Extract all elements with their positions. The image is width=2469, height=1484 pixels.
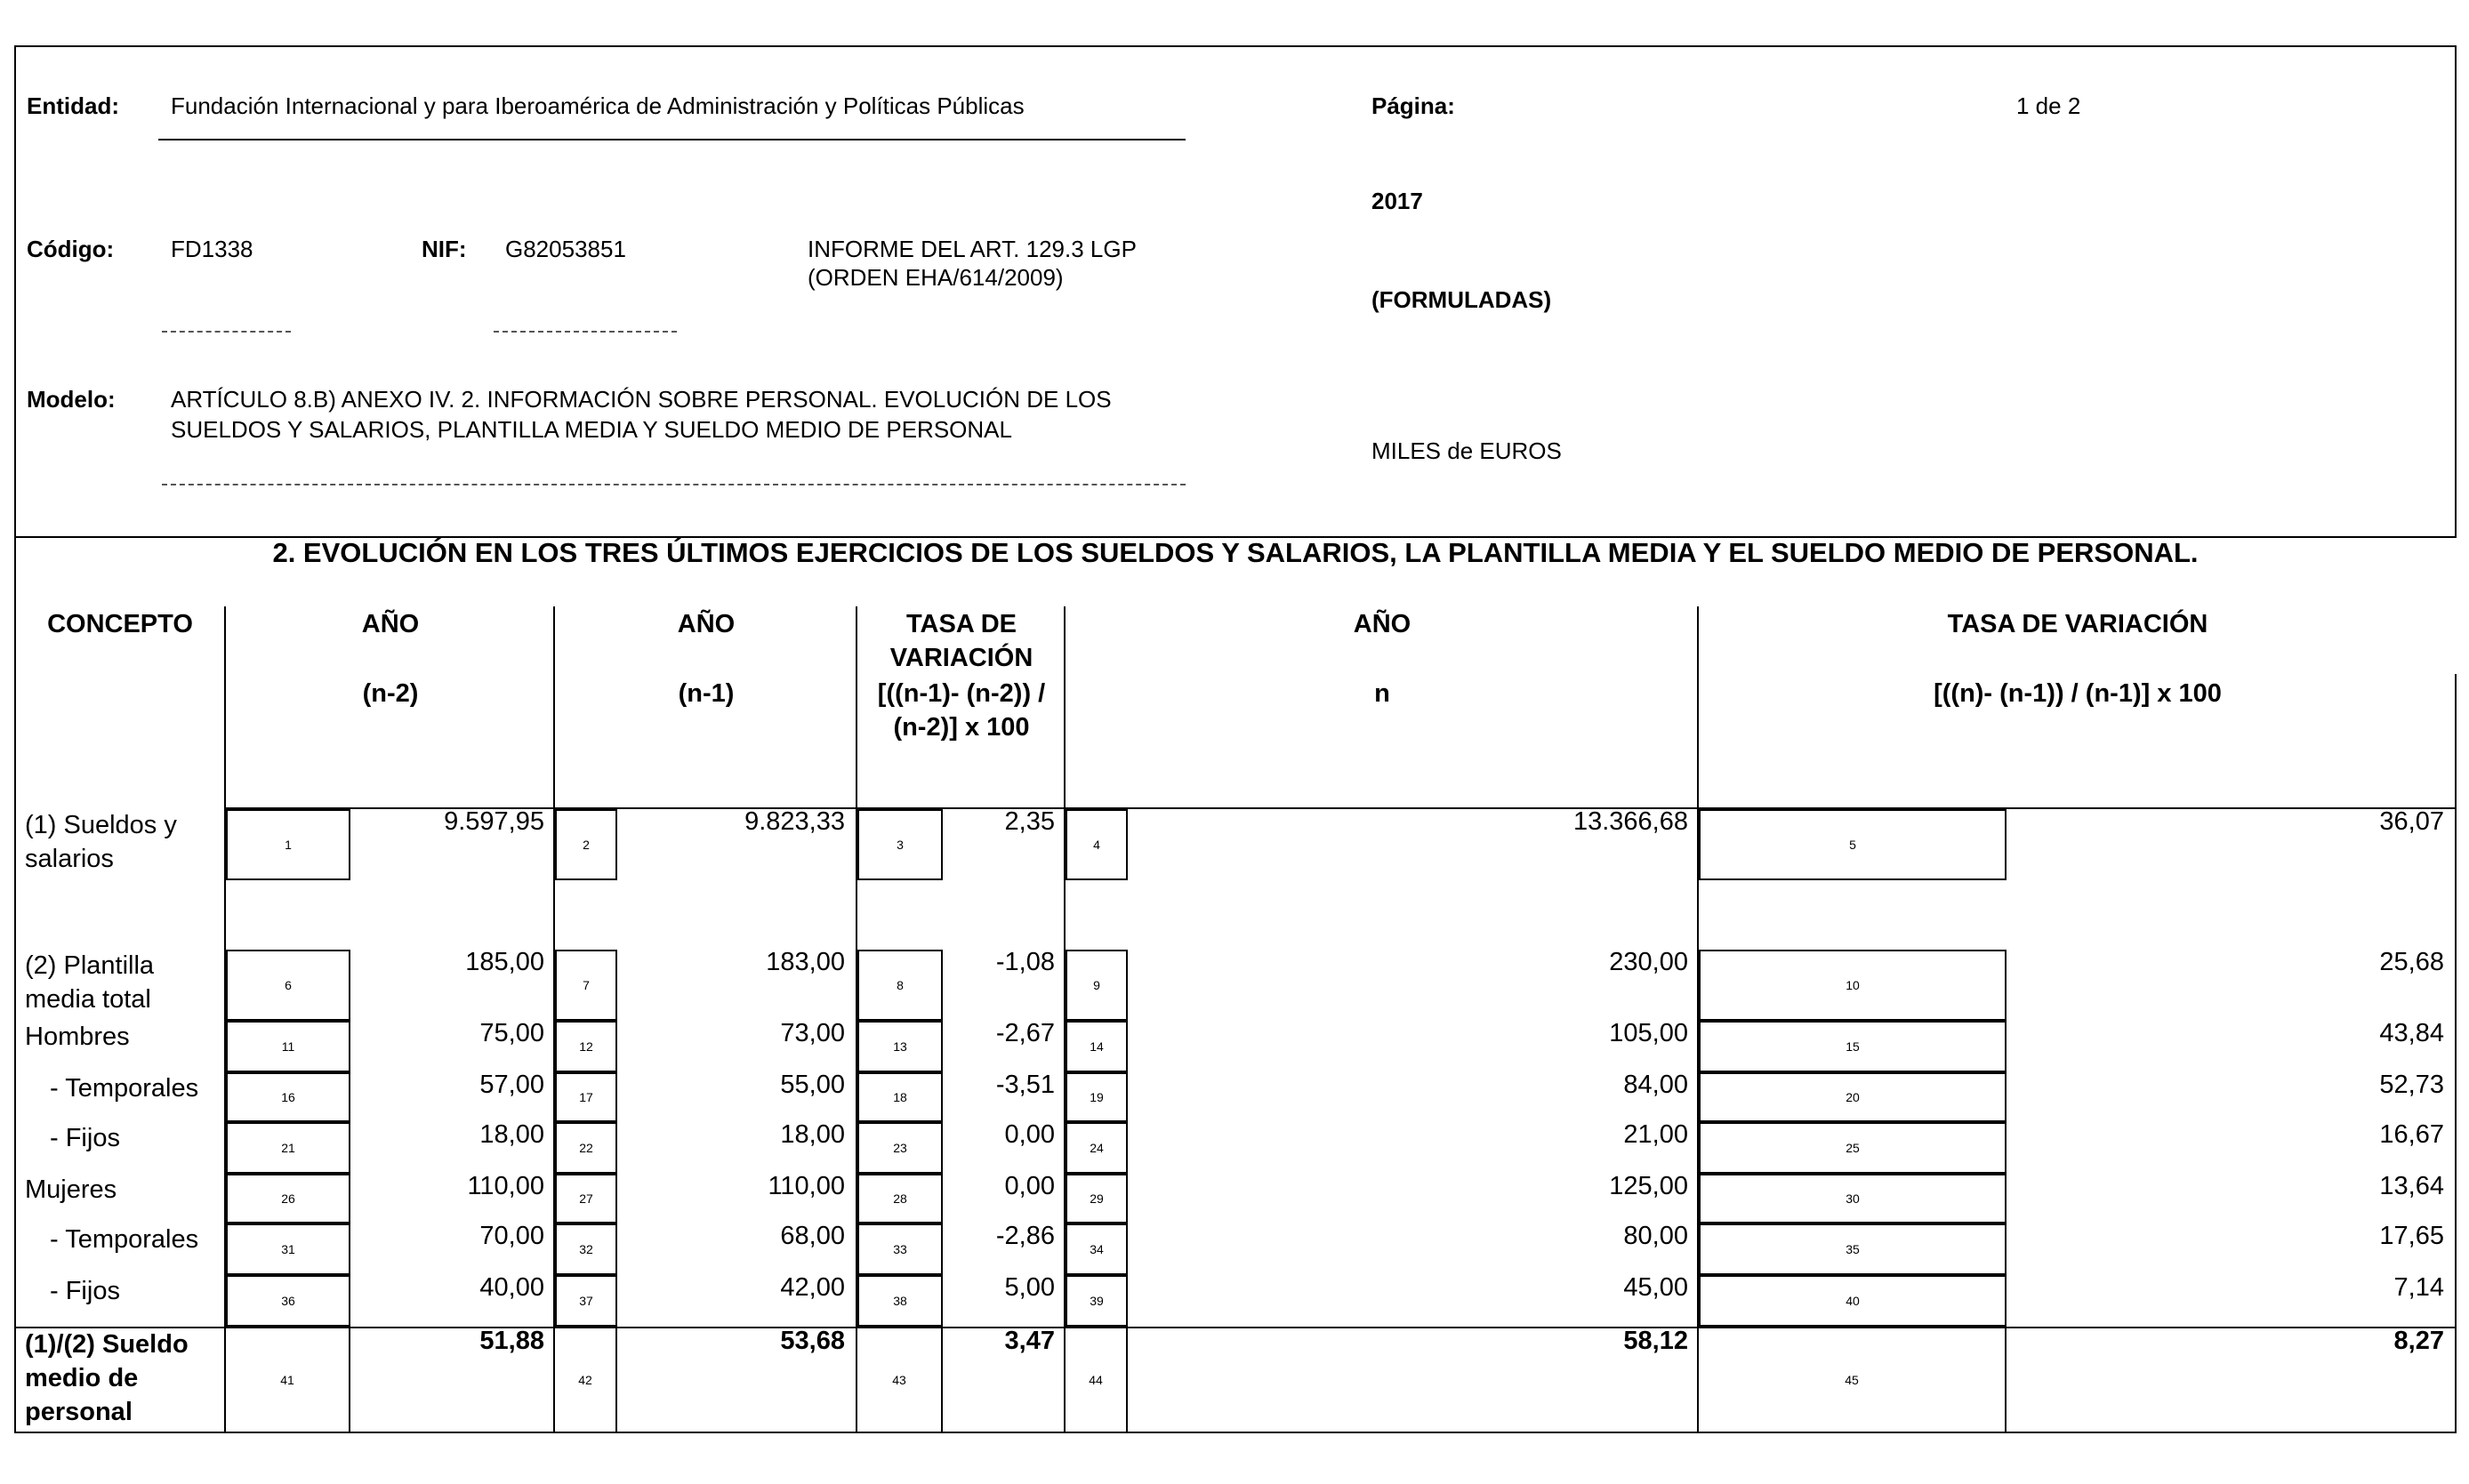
code-cell: 45 (1699, 1328, 2007, 1432)
value-cell: 21,00 (1623, 1120, 1688, 1149)
col-anio-n1-label: AÑO (677, 610, 736, 638)
nif-value: G82053851 (505, 236, 626, 262)
code-cell: 41 (226, 1328, 350, 1432)
code-cell: 34 (1066, 1223, 1128, 1275)
value-cell: -2,86 (995, 1222, 1055, 1250)
value-cell: 9.597,95 (444, 807, 544, 836)
col-tasa2-sub: [((n)- (n-1)) / (n-1)] x 100 (1934, 679, 2222, 708)
code-cell: 9 (1066, 950, 1128, 1021)
code-cell: 6 (226, 950, 350, 1021)
value-cell: 0,00 (1004, 1120, 1055, 1149)
formuladas: (FORMULADAS) (1371, 286, 1552, 313)
entidad-label: Entidad: (27, 92, 119, 119)
code-cell: 27 (555, 1174, 617, 1223)
value-cell: 5,00 (1004, 1273, 1055, 1302)
code-cell: 23 (857, 1122, 943, 1174)
code-cell: 16 (226, 1072, 350, 1122)
col-anio-n1-sub: (n-1) (678, 679, 735, 708)
value-cell: 110,00 (768, 1172, 845, 1200)
code-cell: 21 (226, 1122, 350, 1174)
code-cell: 24 (1066, 1122, 1128, 1174)
code-cell: 15 (1699, 1021, 2007, 1072)
value-cell: 25,68 (2379, 948, 2444, 976)
code-cell: 38 (857, 1275, 943, 1327)
value-cell: 51,88 (479, 1327, 544, 1355)
code-cell: 4 (1066, 809, 1128, 880)
code-cell: 42 (555, 1328, 617, 1432)
code-cell: 39 (1066, 1275, 1128, 1327)
col-tasa1-line1: TASA DE (905, 610, 1017, 638)
modelo-underline (162, 484, 1186, 485)
value-cell: 8,27 (2393, 1327, 2444, 1355)
value-cell: 183,00 (766, 948, 845, 976)
row-label: Hombres (25, 1023, 130, 1051)
value-cell: 80,00 (1623, 1222, 1688, 1250)
col-tasa1-line3: [((n-1)- (n-2)) / (877, 679, 1046, 708)
code-cell: 5 (1699, 809, 2007, 880)
code-cell: 19 (1066, 1072, 1128, 1122)
row-label: - Temporales (50, 1074, 199, 1103)
value-cell: 58,12 (1623, 1327, 1688, 1355)
code-cell: 18 (857, 1072, 943, 1122)
code-cell: 1 (226, 809, 350, 880)
code-cell: 36 (226, 1275, 350, 1327)
value-cell: 40,00 (479, 1273, 544, 1302)
nif-underline (494, 331, 677, 333)
row-label: Mujeres (25, 1175, 117, 1204)
value-cell: 3,47 (1004, 1327, 1055, 1355)
value-cell: 70,00 (479, 1222, 544, 1250)
code-cell: 37 (555, 1275, 617, 1327)
entidad-underline (158, 139, 1186, 140)
unidad: MILES de EUROS (1371, 437, 1562, 464)
entidad-value: Fundación Internacional y para Iberoamérica de Administración y Políticas Públicas (171, 92, 1025, 119)
code-cell: 25 (1699, 1122, 2007, 1174)
code-cell: 35 (1699, 1223, 2007, 1275)
value-cell: 52,73 (2379, 1071, 2444, 1099)
code-cell: 11 (226, 1021, 350, 1072)
code-cell: 33 (857, 1223, 943, 1275)
row-label: salarios (25, 845, 114, 873)
col-anio-n2-sub: (n-2) (362, 679, 419, 708)
value-cell: 185,00 (465, 948, 544, 976)
col-tasa2-label: TASA DE VARIACIÓN (1947, 610, 2208, 638)
value-cell: 2,35 (1004, 807, 1055, 836)
value-cell: 125,00 (1609, 1172, 1688, 1200)
row-label: (1) Sueldos y (25, 811, 177, 839)
code-cell: 44 (1066, 1328, 1128, 1432)
value-cell: -2,67 (995, 1019, 1055, 1047)
code-cell: 28 (857, 1174, 943, 1223)
row-label: - Fijos (50, 1277, 120, 1305)
code-cell: 17 (555, 1072, 617, 1122)
code-cell: 7 (555, 950, 617, 1021)
col-anio-n-label: AÑO (1353, 610, 1411, 638)
value-cell: 13,64 (2379, 1172, 2444, 1200)
code-cell: 10 (1699, 950, 2007, 1021)
value-cell: 230,00 (1609, 948, 1688, 976)
code-cell: 40 (1699, 1275, 2007, 1327)
modelo-line2: SUELDOS Y SALARIOS, PLANTILLA MEDIA Y SUELDO MEDIO DE PERSONAL (171, 416, 1012, 443)
value-cell: 18,00 (479, 1120, 544, 1149)
code-cell: 32 (555, 1223, 617, 1275)
value-cell: 75,00 (479, 1019, 544, 1047)
value-cell: 57,00 (479, 1071, 544, 1099)
codigo-value: FD1338 (171, 236, 253, 262)
value-cell: 13.366,68 (1572, 807, 1688, 836)
modelo-label: Modelo: (27, 386, 116, 413)
row-label: (2) Plantilla (25, 951, 155, 980)
value-cell: 73,00 (780, 1019, 845, 1047)
total-top-line (14, 1327, 2457, 1328)
code-cell: 12 (555, 1021, 617, 1072)
value-cell: 53,68 (780, 1327, 845, 1355)
code-cell: 30 (1699, 1174, 2007, 1223)
code-cell: 13 (857, 1021, 943, 1072)
value-cell: 43,84 (2379, 1019, 2444, 1047)
value-cell: -1,08 (995, 948, 1055, 976)
year: 2017 (1371, 188, 1423, 214)
value-cell: 7,14 (2393, 1273, 2444, 1302)
section-title: 2. EVOLUCIÓN EN LOS TRES ÚLTIMOS EJERCICIOS DE LOS SUELDOS Y SALARIOS, LA PLANTILLA MEDIA Y EL SUELDO MEDIO DE PERSONAL. (272, 537, 2199, 568)
pagina-label: Página: (1371, 92, 1455, 119)
col-anio-n2-label: AÑO (361, 610, 420, 638)
pagina-value: 1 de 2 (2016, 92, 2081, 119)
code-cell: 43 (857, 1328, 943, 1432)
value-cell: 45,00 (1623, 1273, 1688, 1302)
code-cell: 14 (1066, 1021, 1128, 1072)
table-bottom-line (14, 1432, 2457, 1433)
code-cell: 2 (555, 809, 617, 880)
code-cell: 26 (226, 1174, 350, 1223)
row-label: - Fijos (50, 1124, 120, 1152)
col-tasa1-line2: VARIACIÓN (889, 644, 1033, 672)
value-cell: 55,00 (780, 1071, 845, 1099)
codigo-underline (162, 331, 291, 333)
table-left-border (14, 537, 16, 1433)
code-cell: 3 (857, 809, 943, 880)
row-label: personal (25, 1398, 133, 1426)
value-cell: 18,00 (780, 1120, 845, 1149)
row-label: media total (25, 985, 151, 1014)
nif-label: NIF: (422, 236, 467, 262)
informe-line1: INFORME DEL ART. 129.3 LGP (808, 236, 1137, 262)
code-cell: 22 (555, 1122, 617, 1174)
col-tasa1-line4: (n-2)] x 100 (893, 713, 1030, 742)
code-cell: 29 (1066, 1174, 1128, 1223)
value-cell: 0,00 (1004, 1172, 1055, 1200)
code-cell: 20 (1699, 1072, 2007, 1122)
row-label: medio de (25, 1364, 139, 1392)
value-cell: 16,67 (2379, 1120, 2444, 1149)
code-cell: 8 (857, 950, 943, 1021)
value-cell: 110,00 (467, 1172, 544, 1200)
value-cell: 36,07 (2379, 807, 2444, 836)
codigo-label: Código: (27, 236, 115, 262)
value-cell: 84,00 (1623, 1071, 1688, 1099)
value-cell: 68,00 (780, 1222, 845, 1250)
row-label: (1)/(2) Sueldo (25, 1330, 189, 1359)
value-cell: 17,65 (2379, 1222, 2444, 1250)
value-cell: 105,00 (1609, 1019, 1688, 1047)
value-cell: 9.823,33 (744, 807, 845, 836)
code-cell: 31 (226, 1223, 350, 1275)
modelo-line1: ARTÍCULO 8.B) ANEXO IV. 2. INFORMACIÓN SOBRE PERSONAL. EVOLUCIÓN DE LOS (171, 386, 1112, 413)
value-cell: -3,51 (995, 1071, 1055, 1099)
col-concepto: CONCEPTO (47, 610, 193, 638)
informe-line2: (ORDEN EHA/614/2009) (808, 264, 1064, 291)
table-right-border (2455, 674, 2457, 1433)
col-anio-n-sub: n (1374, 679, 1390, 708)
row-label: - Temporales (50, 1225, 199, 1254)
value-cell: 42,00 (780, 1273, 845, 1302)
